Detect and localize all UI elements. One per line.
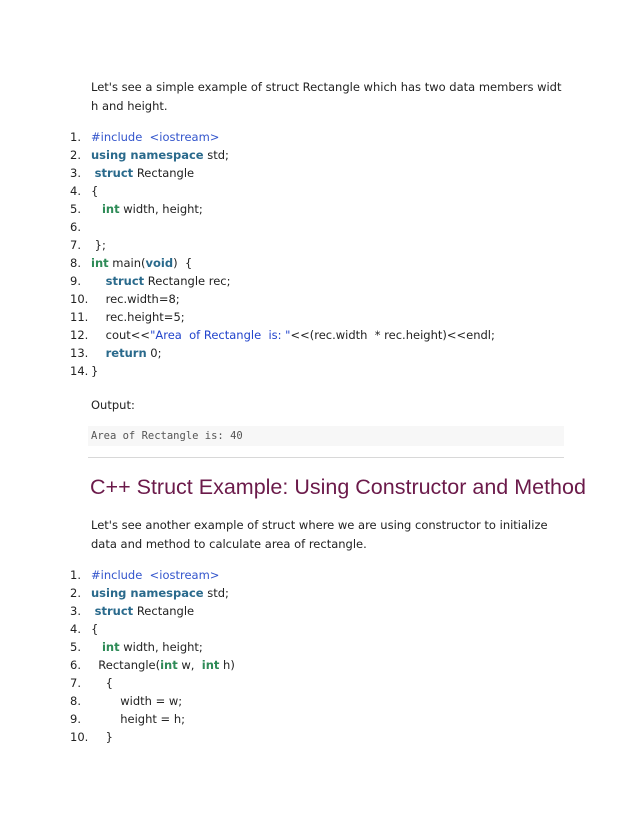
code-token: using namespace [91, 586, 204, 600]
code-token: { [91, 676, 113, 690]
line-number: 13. [70, 346, 89, 360]
code-line [70, 362, 570, 380]
line-number: 3. [70, 166, 81, 180]
code-token: main( [108, 256, 146, 270]
line-number: 6. [70, 220, 81, 234]
code-line [70, 692, 570, 710]
line-number: 7. [70, 676, 81, 690]
intro-paragraph: Let's see a simple example of struct Rectangle which has two data members widt h and height. [91, 80, 562, 113]
code-token: int [101, 202, 120, 216]
code-token: "Area of Rectangle is: " [150, 328, 291, 342]
code-token: width = w; [91, 694, 183, 708]
code-token: return [105, 346, 147, 360]
line-number: 4. [70, 184, 81, 198]
code-line [70, 728, 570, 746]
code-line [70, 146, 570, 164]
code-token: } [91, 364, 99, 378]
code-listing-1 [70, 128, 570, 380]
output-label: Output: [91, 398, 135, 412]
code-token [91, 346, 106, 360]
code-line [70, 620, 570, 638]
code-line [70, 308, 570, 326]
line-number: 2. [70, 148, 81, 162]
code-token: Rectangle [133, 604, 195, 618]
code-token: struct [94, 166, 134, 180]
code-token: }; [91, 238, 106, 252]
code-token: int [91, 256, 109, 270]
line-number: 10. [70, 730, 89, 744]
code-token: Rectangle [133, 166, 195, 180]
code-line [70, 674, 570, 692]
line-number: 11. [70, 310, 89, 324]
code-line [70, 566, 570, 584]
code-line [70, 344, 570, 362]
code-line [70, 638, 570, 656]
line-number: 12. [70, 328, 89, 342]
line-number: 5. [70, 202, 81, 216]
section-heading: C++ Struct Example: Using Constructor and Method [90, 475, 586, 499]
code-token: #include <iostream> [91, 568, 220, 582]
code-token: rec.width=8; [91, 292, 180, 306]
code-line [70, 602, 570, 620]
section-divider [88, 457, 564, 458]
code-token: h) [219, 658, 235, 672]
code-token: #include <iostream> [91, 130, 220, 144]
line-number: 1. [70, 130, 81, 144]
code-line [70, 200, 570, 218]
code-token: struct [94, 604, 134, 618]
intro-paragraph-2: Let's see another example of struct where we are using constructor to initialize data and method to calculate area of rectangle. [91, 518, 548, 551]
code-line [70, 656, 570, 674]
code-line [70, 326, 570, 344]
code-line [70, 710, 570, 728]
line-number: 2. [70, 586, 81, 600]
line-number: 6. [70, 658, 81, 672]
line-number: 10. [70, 292, 89, 306]
code-token [91, 274, 106, 288]
code-token: height = h; [91, 712, 186, 726]
code-line [70, 272, 570, 290]
code-line [70, 236, 570, 254]
code-token: int [201, 658, 220, 672]
code-token [91, 202, 102, 216]
code-line [70, 290, 570, 308]
code-token: ) { [173, 256, 193, 270]
output-box: Area of Rectangle is: 40 [88, 426, 564, 446]
code-token: w, [177, 658, 202, 672]
code-token: std; [203, 586, 229, 600]
code-token: 0; [146, 346, 162, 360]
line-number: 5. [70, 640, 81, 654]
code-token: } [91, 730, 113, 744]
line-number: 3. [70, 604, 81, 618]
code-line [70, 164, 570, 182]
code-token: using namespace [91, 148, 204, 162]
code-line [70, 584, 570, 602]
line-number: 4. [70, 622, 81, 636]
code-token: cout<< [91, 328, 151, 342]
code-token: width, height; [119, 202, 203, 216]
code-listing-2 [70, 566, 570, 746]
code-token: std; [203, 148, 229, 162]
code-token: { [91, 622, 99, 636]
code-line [70, 182, 570, 200]
code-line [70, 254, 570, 272]
code-token: rec.height=5; [91, 310, 185, 324]
line-number: 7. [70, 238, 81, 252]
code-token: struct [105, 274, 145, 288]
code-token: width, height; [119, 640, 203, 654]
line-number: 9. [70, 274, 81, 288]
code-token: Rectangle( [91, 658, 161, 672]
code-token: void [145, 256, 174, 270]
line-number: 14. [70, 364, 89, 378]
code-token: int [101, 640, 120, 654]
line-number: 1. [70, 568, 81, 582]
code-token: Rectangle rec; [144, 274, 231, 288]
code-line [70, 128, 570, 146]
line-number: 9. [70, 712, 81, 726]
line-number: 8. [70, 694, 81, 708]
code-token: { [91, 184, 99, 198]
code-line [70, 218, 570, 236]
line-number: 8. [70, 256, 81, 270]
code-token [91, 640, 102, 654]
code-token: <<(rec.width * rec.height)<<endl; [290, 328, 495, 342]
code-token: int [160, 658, 178, 672]
